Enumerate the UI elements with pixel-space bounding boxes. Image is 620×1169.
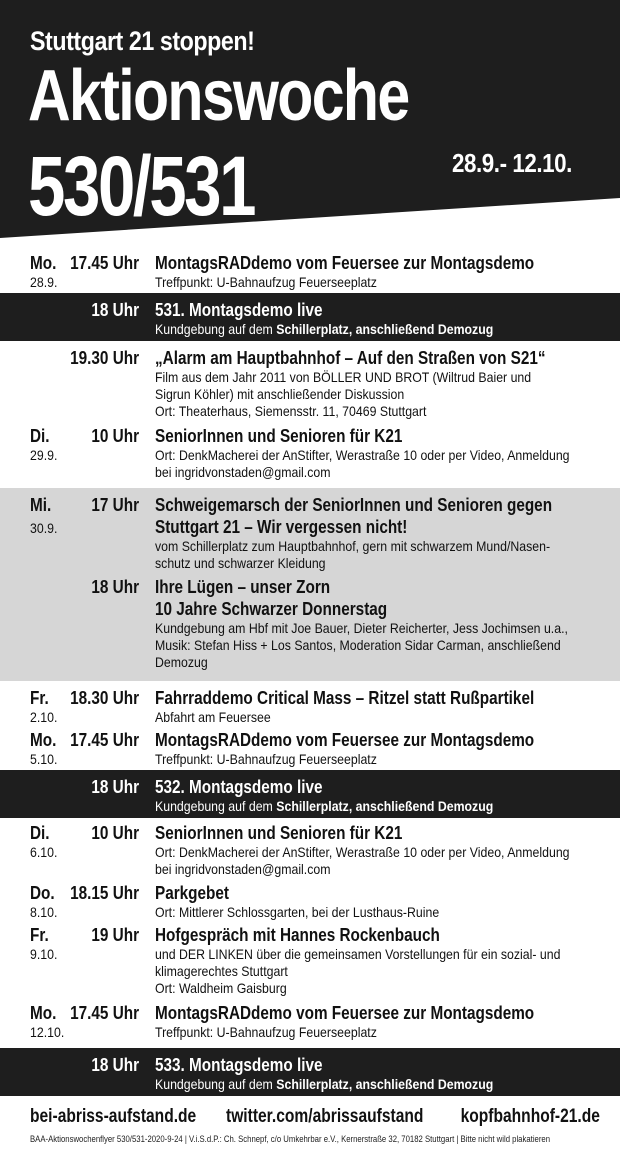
event-line-bold: Schillerplatz, anschließend Demozug <box>276 798 494 814</box>
event-time: 10 Uhr <box>91 823 139 843</box>
event-line: Treffpunkt: U-Bahnaufzug Feuerseeplatz <box>155 1024 377 1040</box>
event-time: 18.30 Uhr <box>70 688 139 708</box>
event-body <box>155 776 610 815</box>
event-line: schutz und schwarzer Kleidung <box>155 555 326 571</box>
event-line <box>155 321 555 338</box>
event-body <box>155 494 610 572</box>
event-line: Abfahrt am Feuersee <box>155 709 271 725</box>
event-line: Treffpunkt: U-Bahnaufzug Feuerseeplatz <box>155 274 377 290</box>
event-title-line2: 10 Jahre Schwarzer Donnerstag <box>155 599 388 619</box>
event-line: Ort: Theaterhaus, Siemensstr. 11, 70469 Stuttgart <box>155 403 427 419</box>
event-line: Ort: Mittlerer Schlossgarten, bei der Lusthaus-Ruine <box>155 904 440 920</box>
event-title: „Alarm am Hauptbahnhof – Auf den Straßen von S21“ <box>155 348 546 368</box>
event-title-line2: Stuttgart 21 – Wir vergessen nicht! <box>155 517 408 537</box>
header-date-range: 28.9.- 12.10. <box>452 148 572 178</box>
event-block-7 <box>0 818 620 1048</box>
event-line-bold: Schillerplatz, anschließend Demozug <box>276 321 494 337</box>
event-line: Ort: DenkMacherei der AnStifter, Werastraße 10 oder per Video, Anmeldung <box>155 844 570 860</box>
footer-links <box>30 1106 600 1132</box>
event-line: Demozug <box>155 654 208 670</box>
event-body <box>155 1002 610 1041</box>
event-line: Sigrun Köhler) mit anschließender Diskussion <box>155 386 405 402</box>
header-title: Aktionswoche <box>28 56 409 136</box>
event-time: 18 Uhr <box>91 577 139 597</box>
event-body <box>155 822 610 878</box>
event-line: Musik: Stefan Hiss + Los Santos, Moderation Sidar Carman, anschließend <box>155 637 561 653</box>
event-time: 17.45 Uhr <box>70 253 139 273</box>
event-title: MontagsRADdemo vom Feuersee zur Montagsdemo <box>155 253 535 273</box>
event-time: 10 Uhr <box>91 426 139 446</box>
event-title: Hofgespräch mit Hannes Rockenbauch <box>155 925 440 945</box>
event-title: SeniorInnen und Senioren für K21 <box>155 823 403 843</box>
event-line: bei ingridvonstaden@gmail.com <box>155 464 331 480</box>
event-block-8 <box>0 1048 620 1096</box>
event-time: 17 Uhr <box>91 495 139 515</box>
event-line: bei ingridvonstaden@gmail.com <box>155 861 331 877</box>
event-time: 17.45 Uhr <box>70 1003 139 1023</box>
event-body <box>155 347 610 420</box>
event-line-bold: Schillerplatz, anschließend Demozug <box>276 1076 494 1092</box>
event-time: 18.15 Uhr <box>70 883 139 903</box>
event-line: Film aus dem Jahr 2011 von BÖLLER UND BROT (Wiltrud Baier und <box>155 369 532 385</box>
event-date: 5.10. <box>30 751 58 767</box>
event-date: 30.9. <box>30 520 58 536</box>
header-subtitle: Stuttgart 21 stoppen! <box>30 26 255 56</box>
event-title: MontagsRADdemo vom Feuersee zur Montagsdemo <box>155 730 535 750</box>
event-title: Parkgebet <box>155 883 229 903</box>
event-body <box>155 729 610 768</box>
event-date: 8.10. <box>30 904 58 920</box>
event-body <box>155 252 610 291</box>
event-title: 533. Montagsdemo live <box>155 1055 323 1075</box>
event-line: Ort: DenkMacherei der AnStifter, Werastraße 10 oder per Video, Anmeldung <box>155 447 570 463</box>
event-block-4 <box>0 488 620 681</box>
event-line: Ort: Waldheim Gaisburg <box>155 980 287 996</box>
event-day: Mi. <box>30 495 52 515</box>
event-time: 19.30 Uhr <box>70 348 139 368</box>
event-day: Di. <box>30 823 50 843</box>
event-list <box>0 248 620 1096</box>
event-day: Mo. <box>30 253 57 273</box>
event-block-1 <box>0 248 620 293</box>
event-block-6 <box>0 770 620 818</box>
event-block-3 <box>0 341 620 488</box>
event-line: Kundgebung am Hbf mit Joe Bauer, Dieter Reicherter, Jess Jochimsen u.a., <box>155 620 568 636</box>
event-date: 6.10. <box>30 844 58 860</box>
event-time: 18 Uhr <box>91 777 139 797</box>
event-line-text: Kundgebung auf dem <box>155 1076 277 1092</box>
footer-link-kopfbahnhof[interactable]: kopfbahnhof-21.de <box>460 1106 600 1127</box>
event-title: MontagsRADdemo vom Feuersee zur Montagsdemo <box>155 1003 535 1023</box>
header-banner <box>0 0 620 240</box>
event-line: und DER LINKEN über die gemeinsamen Vorstellungen für ein sozial- und <box>155 946 561 962</box>
event-date: 9.10. <box>30 946 58 962</box>
event-body <box>155 576 610 671</box>
event-line-text: Kundgebung auf dem <box>155 321 277 337</box>
event-title: SeniorInnen und Senioren für K21 <box>155 426 403 446</box>
event-time: 19 Uhr <box>91 925 139 945</box>
event-line: vom Schillerplatz zum Hauptbahnhof, gern mit schwarzem Mund/Nasen- <box>155 538 551 554</box>
event-title: Fahrraddemo Critical Mass – Ritzel statt Rußpartikel <box>155 688 535 708</box>
event-day: Di. <box>30 426 50 446</box>
event-body <box>155 425 610 481</box>
event-date: 2.10. <box>30 709 58 725</box>
event-day: Fr. <box>30 925 49 945</box>
event-day: Mo. <box>30 730 57 750</box>
event-line <box>155 1076 555 1093</box>
event-day: Mo. <box>30 1003 57 1023</box>
event-title: 532. Montagsdemo live <box>155 777 323 797</box>
event-day: Do. <box>30 883 55 903</box>
event-time: 17.45 Uhr <box>70 730 139 750</box>
event-block-2 <box>0 293 620 341</box>
footer-link-twitter[interactable]: twitter.com/abrissaufstand <box>226 1106 424 1127</box>
event-line: klimagerechtes Stuttgart <box>155 963 288 979</box>
footer-imprint: BAA-Aktionswochenflyer 530/531-2020-9-24 | V.i.S.d.P.: Ch. Schnepf, c/o Umkehrbar e.V., Kernerstraße 32, 70182 Stuttgart | Bitte nicht wild plakatieren <box>30 1134 551 1144</box>
event-line: Treffpunkt: U-Bahnaufzug Feuerseeplatz <box>155 751 377 767</box>
event-date: 12.10. <box>30 1024 65 1040</box>
header-title-number: 530/531 <box>28 139 255 233</box>
event-title: Schweigemarsch der SeniorInnen und Senioren gegen <box>155 495 553 515</box>
event-date: 28.9. <box>30 274 58 290</box>
event-block-5 <box>0 681 620 770</box>
event-body <box>155 299 610 338</box>
event-date: 29.9. <box>30 447 58 463</box>
event-body <box>155 1054 610 1093</box>
event-time: 18 Uhr <box>91 1055 139 1075</box>
event-title: 531. Montagsdemo live <box>155 300 323 320</box>
event-day: Fr. <box>30 688 49 708</box>
footer-link-website[interactable]: bei-abriss-aufstand.de <box>30 1106 197 1127</box>
event-body <box>155 882 610 921</box>
event-body <box>155 687 610 726</box>
event-title: Ihre Lügen – unser Zorn <box>155 577 331 597</box>
event-line-text: Kundgebung auf dem <box>155 798 277 814</box>
event-time: 18 Uhr <box>91 300 139 320</box>
event-line <box>155 798 555 815</box>
event-body <box>155 924 610 997</box>
